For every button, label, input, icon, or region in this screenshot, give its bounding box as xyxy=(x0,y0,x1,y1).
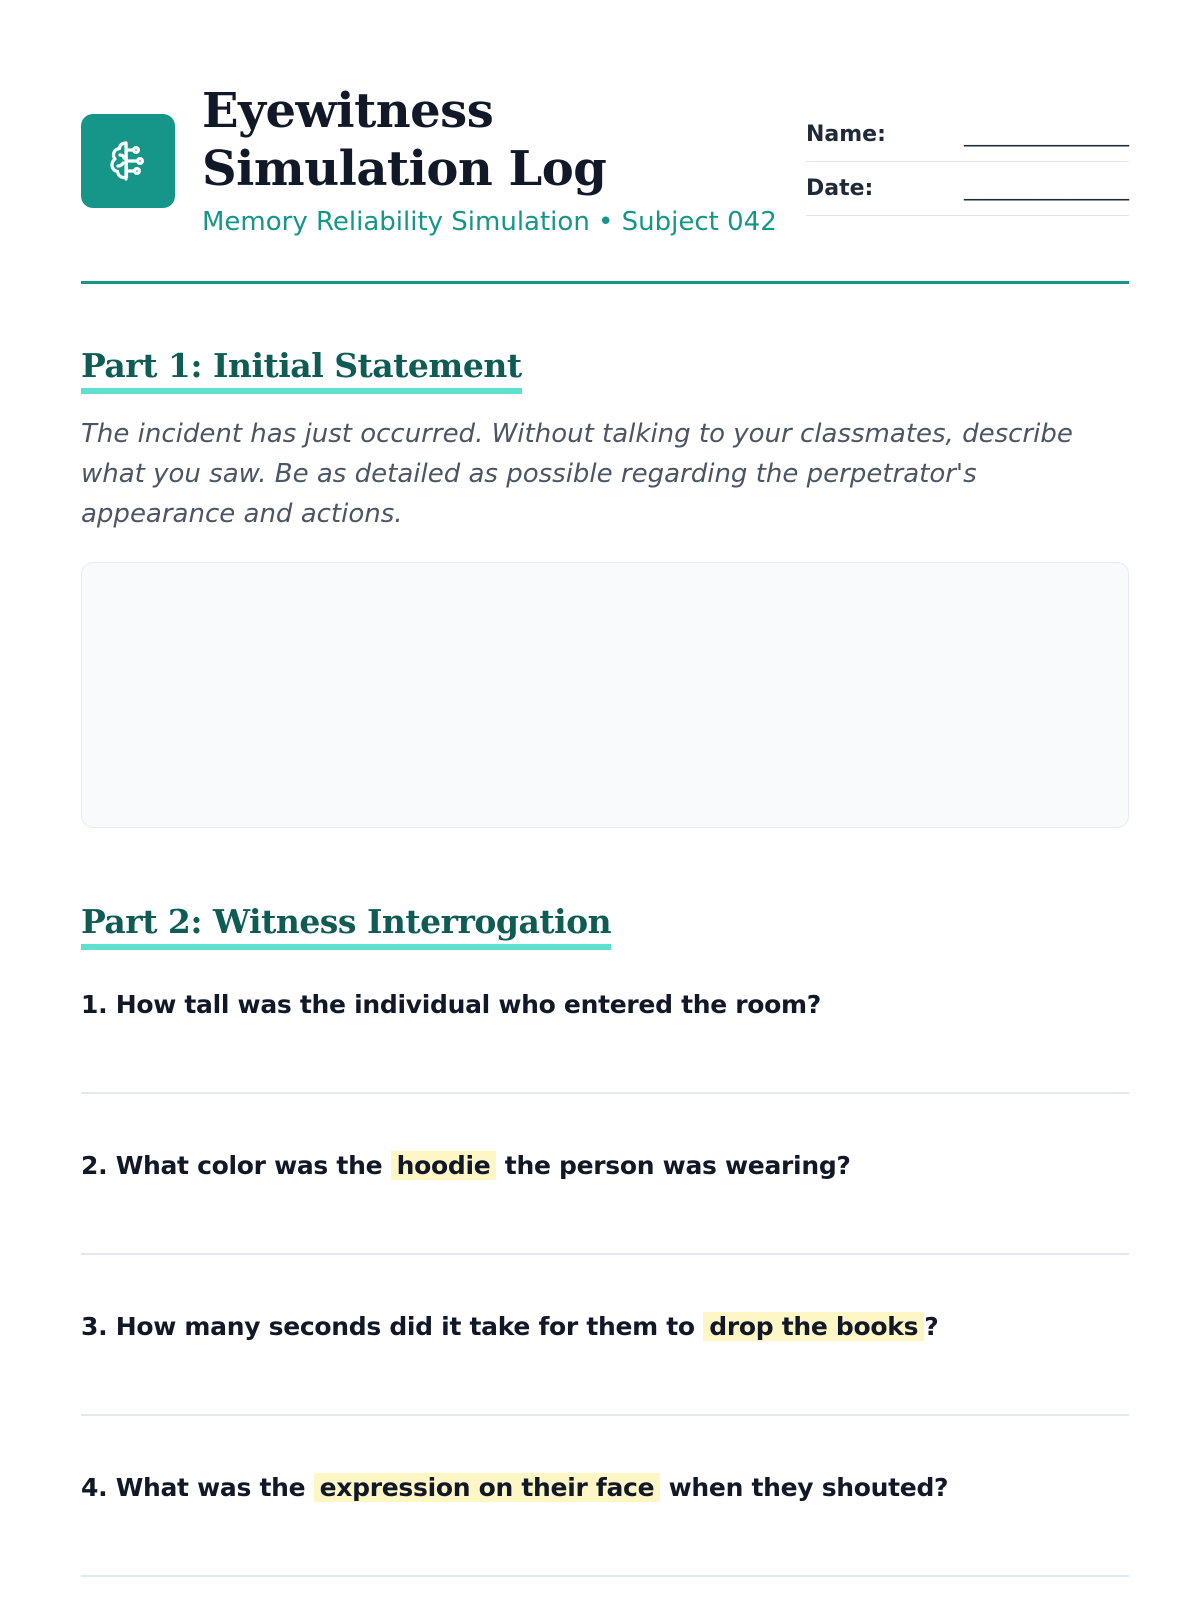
question-4 xyxy=(81,1470,1129,1620)
page-subtitle: Memory Reliability Simulation • Subject 042 xyxy=(202,207,777,237)
worksheet-page xyxy=(81,0,1129,1600)
answer-line[interactable] xyxy=(81,1575,1129,1577)
name-row xyxy=(806,108,1129,162)
part1-instruction: The incident has just occurred. Without talking to your classmates, describe what you saw. Be as detailed as possible regarding the perpetrator's appearance and actions. xyxy=(81,419,1073,529)
date-field[interactable]: _______________ xyxy=(964,176,1129,201)
student-info xyxy=(806,108,1129,216)
question-text-part: 4. What was the xyxy=(81,1473,314,1502)
question-text xyxy=(81,1309,938,1345)
question-3 xyxy=(81,1309,1129,1459)
question-text-part: when they shouted? xyxy=(660,1473,949,1502)
header-divider xyxy=(81,281,1129,284)
highlighted-term: drop the books xyxy=(703,1312,924,1341)
statement-answer-box[interactable] xyxy=(81,562,1129,828)
header xyxy=(81,82,1129,242)
question-2 xyxy=(81,1148,1129,1298)
highlighted-term: expression on their face xyxy=(314,1473,661,1502)
question-text-part: 3. How many seconds did it take for them to xyxy=(81,1312,704,1341)
page-title: Eyewitness Simulation Log xyxy=(202,83,607,197)
date-row xyxy=(806,162,1129,216)
question-text-part: the person was wearing? xyxy=(496,1151,851,1180)
question-text-part: 2. What color was the xyxy=(81,1151,391,1180)
answer-line[interactable] xyxy=(81,1092,1129,1094)
name-label: Name: xyxy=(806,122,886,147)
brain-icon xyxy=(102,135,154,187)
answer-line[interactable] xyxy=(81,1253,1129,1255)
question-text xyxy=(81,1148,851,1184)
question-text xyxy=(81,987,821,1023)
part2-title: Part 2: Witness Interrogation xyxy=(81,902,611,950)
question-text-part: ? xyxy=(924,1312,939,1341)
question-text-part: 1. How tall was the individual who entered the room? xyxy=(81,990,822,1019)
highlighted-term: hoodie xyxy=(391,1151,497,1180)
date-label: Date: xyxy=(806,176,874,201)
question-1 xyxy=(81,987,1129,1137)
name-field[interactable]: _______________ xyxy=(964,122,1129,147)
part1-title: Part 1: Initial Statement xyxy=(81,346,522,394)
answer-line[interactable] xyxy=(81,1414,1129,1416)
question-text xyxy=(81,1470,948,1506)
logo-badge xyxy=(81,114,175,208)
